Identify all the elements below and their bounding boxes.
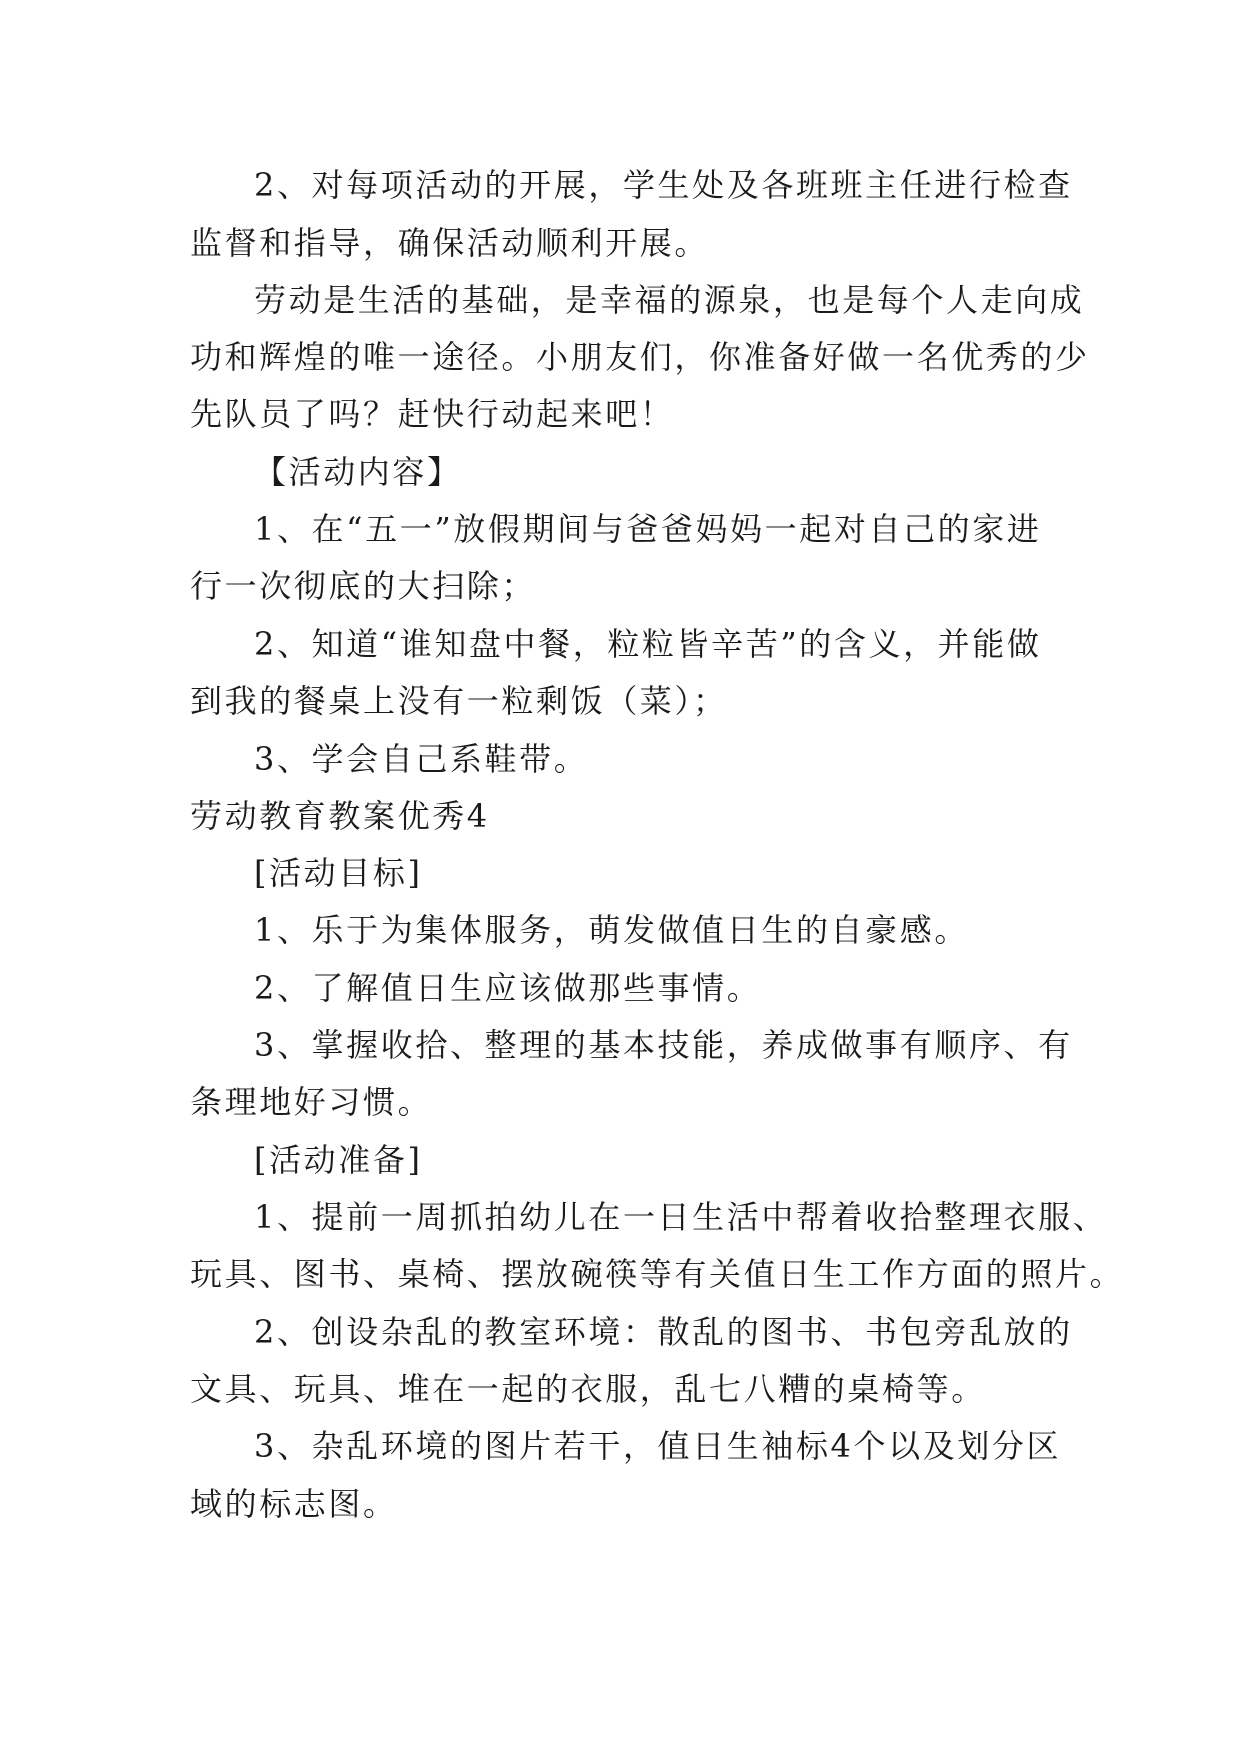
text-line-10: 到我的餐桌上没有一粒剩饭（菜）； xyxy=(190,682,728,720)
text-line-4: 功和辉煌的唯一途径。小朋友们，你准备好做一名优秀的少 xyxy=(190,338,1090,376)
text-line-5: 先队员了吗？赶快行动起来吧！ xyxy=(190,395,675,433)
text-line-14: 1、乐于为集体服务，萌发做值日生的自豪感。 xyxy=(254,911,969,949)
text-line-7: 1、在“五一”放假期间与爸爸妈妈一起对自己的家进 xyxy=(254,510,1042,548)
text-line-2: 监督和指导，确保活动顺利开展。 xyxy=(190,224,710,262)
section-heading-activity-content: 【活动内容】 xyxy=(254,453,462,491)
section-title-lesson-4: 劳动教育教案优秀4 xyxy=(190,797,490,835)
text-line-16: 3、掌握收拾、整理的基本技能，养成做事有顺序、有 xyxy=(254,1026,1073,1064)
text-line-20: 玩具、图书、桌椅、摆放碗筷等有关值日生工作方面的照片。 xyxy=(190,1255,1125,1293)
text-line-21: 2、创设杂乱的教室环境：散乱的图书、书包旁乱放的 xyxy=(254,1313,1073,1351)
text-line-15: 2、了解值日生应该做那些事情。 xyxy=(254,969,762,1007)
text-line-19: 1、提前一周抓拍幼儿在一日生活中帮着收拾整理衣服、 xyxy=(254,1198,1108,1236)
text-line-8: 行一次彻底的大扫除； xyxy=(190,567,537,605)
section-heading-activity-goals: [活动目标] xyxy=(254,854,423,892)
text-line-23: 3、杂乱环境的图片若干，值日生袖标4个以及划分区 xyxy=(254,1427,1062,1465)
text-line-3: 劳动是生活的基础，是幸福的源泉，也是每个人走向成 xyxy=(254,281,1085,319)
text-line-1: 2、对每项活动的开展，学生处及各班班主任进行检查 xyxy=(254,166,1073,204)
text-line-17: 条理地好习惯。 xyxy=(190,1083,433,1121)
text-line-9: 2、知道“谁知盘中餐，粒粒皆辛苦”的含义，并能做 xyxy=(254,625,1042,663)
section-heading-activity-prep: [活动准备] xyxy=(254,1141,423,1179)
text-line-22: 文具、玩具、堆在一起的衣服，乱七八糟的桌椅等。 xyxy=(190,1370,986,1408)
text-line-24: 域的标志图。 xyxy=(190,1485,398,1523)
text-line-11: 3、学会自己系鞋带。 xyxy=(254,740,589,778)
